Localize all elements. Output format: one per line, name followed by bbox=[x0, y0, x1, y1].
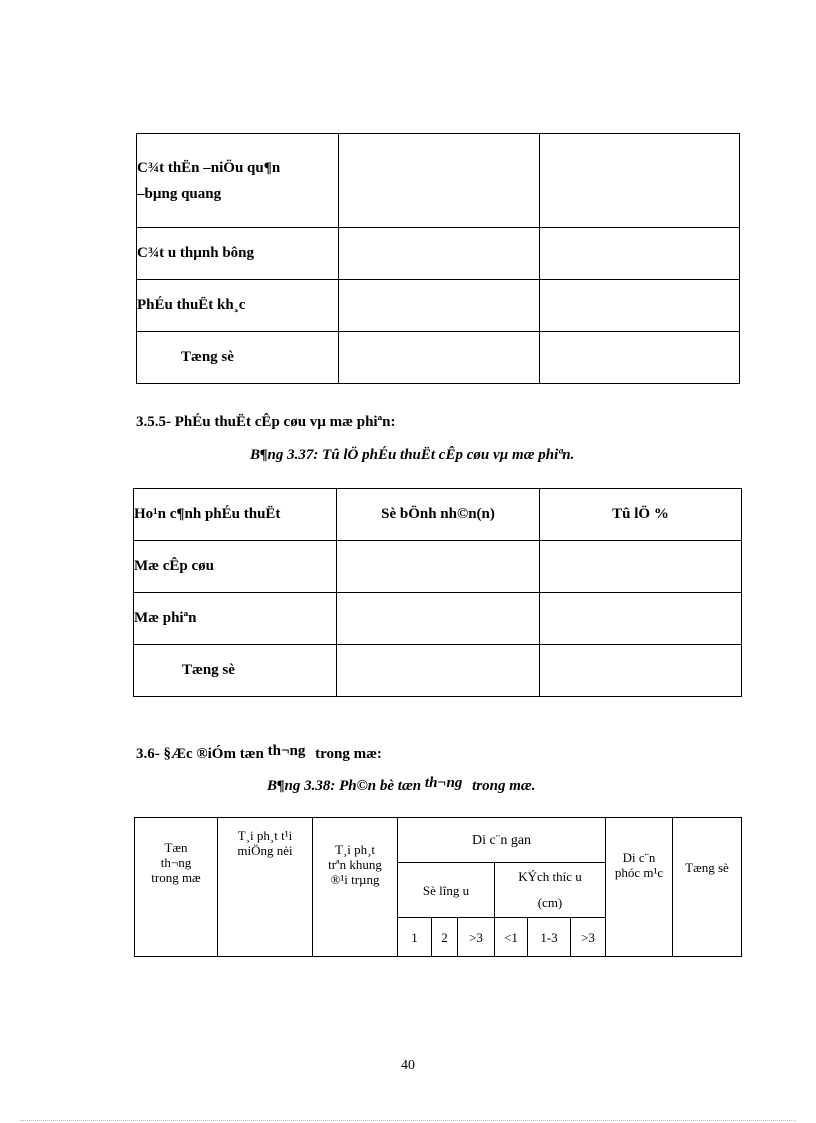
empty-cell bbox=[540, 593, 742, 645]
header-line: ®¹i trµng bbox=[330, 872, 380, 887]
header-line: trong mæ bbox=[151, 870, 201, 885]
column-header: Ho¹n c¶nh phÉu thuËt bbox=[134, 489, 337, 541]
header-line: (cm) bbox=[537, 895, 563, 910]
empty-cell bbox=[540, 332, 740, 384]
sub-header: >3 bbox=[458, 918, 495, 957]
empty-cell bbox=[337, 593, 540, 645]
empty-cell bbox=[540, 645, 742, 697]
liver-metastasis-header: Di c¨n gan bbox=[398, 818, 606, 863]
caption-text: B¶ng 3.38: Ph©n bè tæn bbox=[267, 778, 422, 794]
tumor-count-header: Sè lîng u bbox=[398, 863, 495, 918]
row-label-line: –bµng quang bbox=[137, 185, 222, 202]
sub-header: 1 bbox=[398, 918, 432, 957]
column-header: Tû lÖ % bbox=[540, 489, 742, 541]
row-label bbox=[137, 134, 339, 228]
header-line: miÖng nèi bbox=[237, 843, 293, 858]
empty-cell bbox=[540, 134, 740, 228]
empty-cell bbox=[540, 280, 740, 332]
anastomosis-recurrence-header bbox=[218, 818, 313, 957]
section-heading bbox=[136, 743, 382, 763]
table-caption: B¶ng 3.37: Tû lÖ phÉu thuËt cÊp cøu vµ mæ phiªn. bbox=[250, 447, 575, 463]
lesion-header bbox=[135, 818, 218, 957]
header-line: KÝch thíc u bbox=[518, 869, 582, 884]
row-label: Mæ phiªn bbox=[134, 593, 337, 645]
page-number: 40 bbox=[401, 1058, 415, 1073]
column-header: Sè bÖnh nh©n(n) bbox=[337, 489, 540, 541]
header-line: trªn khung bbox=[328, 857, 382, 872]
empty-cell bbox=[540, 541, 742, 593]
caption-text: trong mæ. bbox=[472, 778, 536, 794]
tumor-size-header bbox=[495, 863, 606, 918]
surgery-type-table bbox=[136, 133, 740, 384]
header-line: T¸i ph¸t bbox=[334, 842, 376, 857]
emergency-surgery-table bbox=[133, 488, 742, 697]
empty-cell bbox=[540, 228, 740, 280]
row-label: C¾t u thµnh bông bbox=[137, 228, 339, 280]
caption-text: th¬ng bbox=[424, 775, 463, 791]
colon-recurrence-header bbox=[313, 818, 398, 957]
total-header: Tæng sè bbox=[673, 818, 742, 957]
empty-cell bbox=[337, 541, 540, 593]
heading-text: th¬ng bbox=[267, 743, 306, 759]
row-label-line: C¾t thËn –niÖu qu¶n bbox=[137, 159, 281, 176]
empty-cell bbox=[339, 280, 540, 332]
header-line: Di c¨n bbox=[622, 850, 656, 865]
empty-cell bbox=[339, 134, 540, 228]
sub-header: <1 bbox=[495, 918, 528, 957]
row-label: Mæ cÊp cøu bbox=[134, 541, 337, 593]
lesion-distribution-table bbox=[134, 817, 742, 957]
sub-header: 2 bbox=[432, 918, 458, 957]
total-label: Tæng sè bbox=[137, 332, 339, 384]
sub-header: >3 bbox=[571, 918, 606, 957]
sub-header: 1-3 bbox=[528, 918, 571, 957]
heading-text: trong mæ: bbox=[315, 746, 382, 762]
empty-cell bbox=[337, 645, 540, 697]
section-heading: 3.5.5- PhÉu thuËt cÊp cøu vµ mæ phiªn: bbox=[136, 414, 396, 430]
page-bottom-divider bbox=[20, 1120, 796, 1121]
row-label: PhÉu thuËt kh¸c bbox=[137, 280, 339, 332]
peritoneal-metastasis-header bbox=[606, 818, 673, 957]
header-line: Tæn bbox=[164, 840, 188, 855]
header-line: th¬ng bbox=[160, 855, 192, 870]
heading-text: 3.6- §Æc ®iÓm tæn bbox=[136, 746, 264, 762]
header-line: T¸i ph¸t t¹i bbox=[237, 828, 293, 843]
table-caption bbox=[267, 775, 536, 795]
empty-cell bbox=[339, 332, 540, 384]
header-line: phóc m¹c bbox=[614, 865, 664, 880]
total-label: Tæng sè bbox=[134, 645, 337, 697]
empty-cell bbox=[339, 228, 540, 280]
